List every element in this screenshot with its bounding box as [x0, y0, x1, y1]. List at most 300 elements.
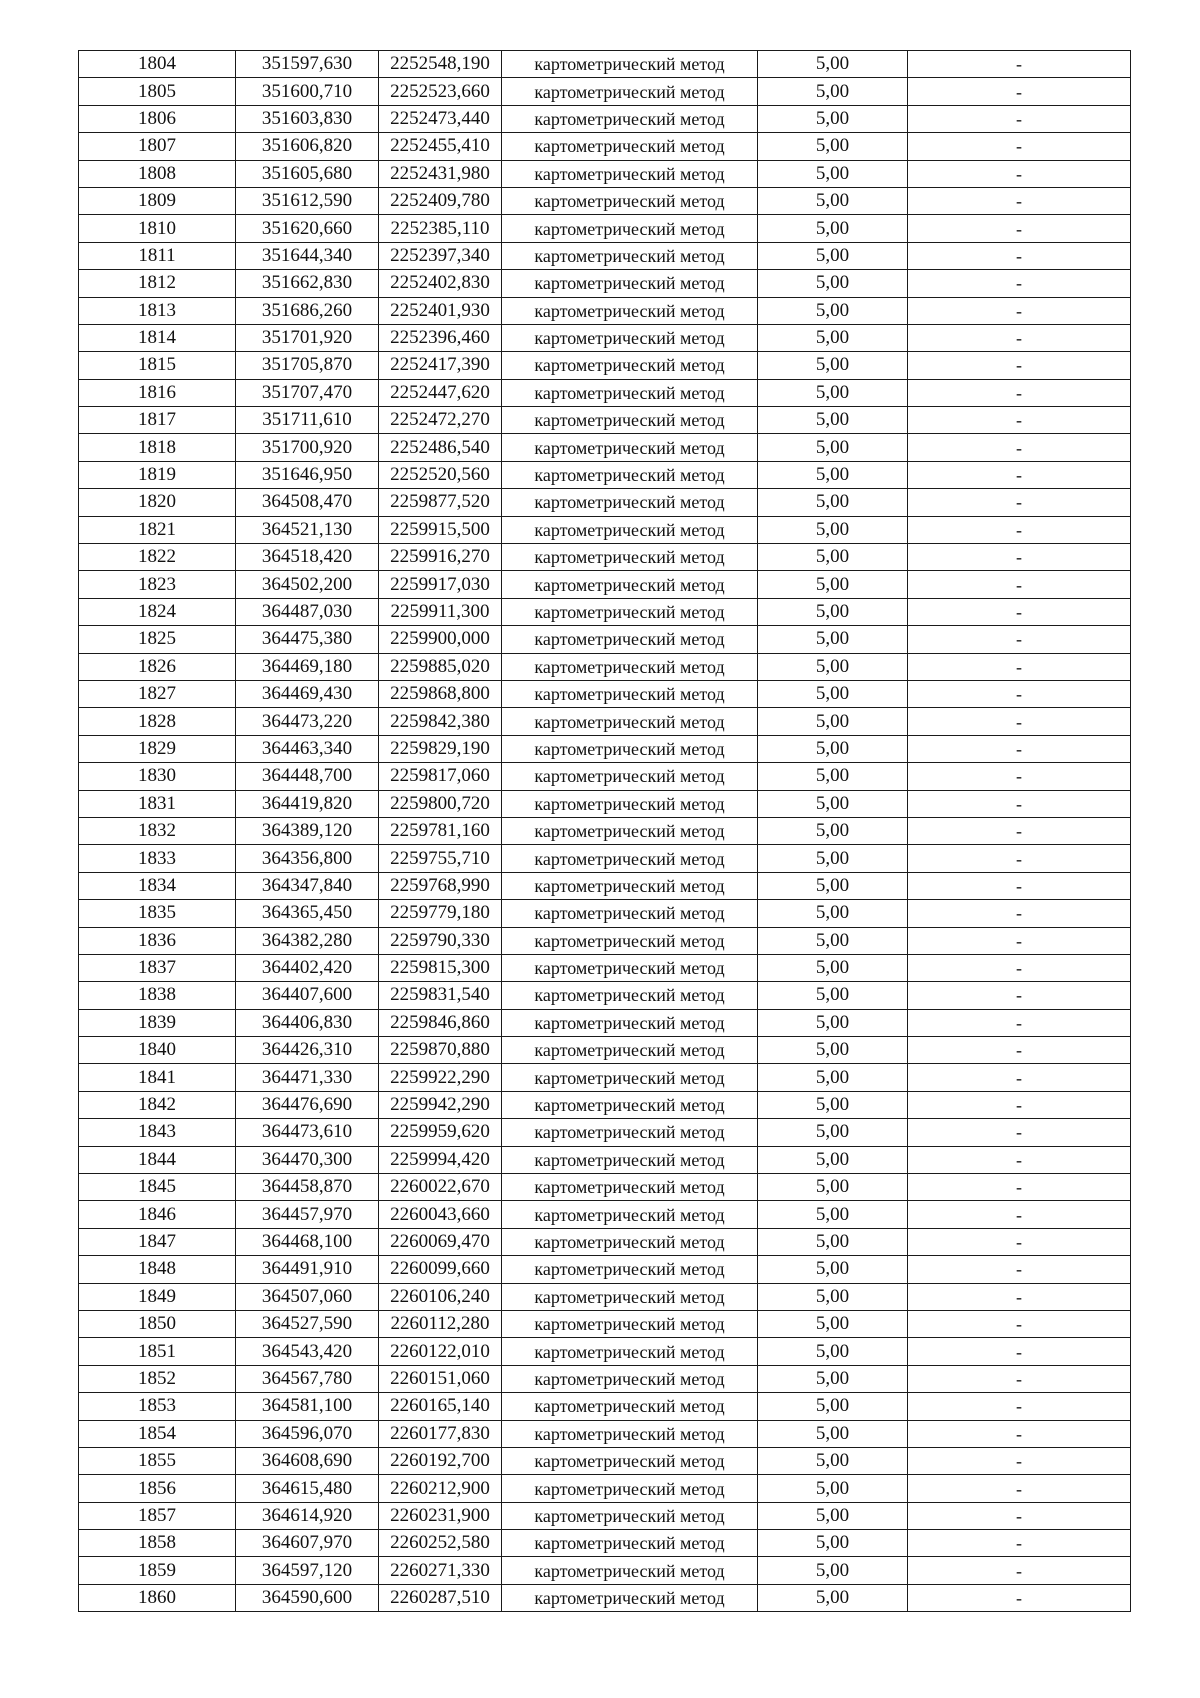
- note-cell: -: [908, 900, 1131, 927]
- note-cell: -: [908, 242, 1131, 269]
- accuracy-cell: 5,00: [758, 105, 908, 132]
- y-coordinate-cell: 2260069,470: [379, 1228, 502, 1255]
- point-number-cell: 1833: [79, 845, 236, 872]
- point-number-cell: 1835: [79, 900, 236, 927]
- y-coordinate-cell: 2259817,060: [379, 763, 502, 790]
- y-coordinate-cell: 2259922,290: [379, 1064, 502, 1091]
- note-cell: -: [908, 1119, 1131, 1146]
- point-number-cell: 1854: [79, 1420, 236, 1447]
- table-row: [79, 1584, 1131, 1611]
- table-row: [79, 900, 1131, 927]
- note-cell: -: [908, 489, 1131, 516]
- note-cell: -: [908, 735, 1131, 762]
- note-cell: -: [908, 352, 1131, 379]
- x-coordinate-cell: 364471,330: [236, 1064, 379, 1091]
- point-number-cell: 1831: [79, 790, 236, 817]
- point-number-cell: 1846: [79, 1201, 236, 1228]
- table-row: [79, 544, 1131, 571]
- note-cell: -: [908, 1338, 1131, 1365]
- method-cell: картометрический метод: [502, 489, 758, 516]
- accuracy-cell: 5,00: [758, 407, 908, 434]
- note-cell: -: [908, 324, 1131, 351]
- x-coordinate-cell: 364502,200: [236, 571, 379, 598]
- method-cell: картометрический метод: [502, 763, 758, 790]
- method-cell: картометрический метод: [502, 51, 758, 78]
- x-coordinate-cell: 351644,340: [236, 242, 379, 269]
- accuracy-cell: 5,00: [758, 1256, 908, 1283]
- y-coordinate-cell: 2259829,190: [379, 735, 502, 762]
- point-number-cell: 1837: [79, 954, 236, 981]
- point-number-cell: 1811: [79, 242, 236, 269]
- table-row: [79, 845, 1131, 872]
- point-number-cell: 1855: [79, 1447, 236, 1474]
- y-coordinate-cell: 2252396,460: [379, 324, 502, 351]
- y-coordinate-cell: 2259868,800: [379, 680, 502, 707]
- x-coordinate-cell: 351600,710: [236, 78, 379, 105]
- accuracy-cell: 5,00: [758, 1228, 908, 1255]
- point-number-cell: 1857: [79, 1502, 236, 1529]
- point-number-cell: 1832: [79, 817, 236, 844]
- accuracy-cell: 5,00: [758, 215, 908, 242]
- y-coordinate-cell: 2260022,670: [379, 1174, 502, 1201]
- method-cell: картометрический метод: [502, 1228, 758, 1255]
- y-coordinate-cell: 2252402,830: [379, 270, 502, 297]
- y-coordinate-cell: 2252472,270: [379, 407, 502, 434]
- x-coordinate-cell: 351605,680: [236, 160, 379, 187]
- table-row: [79, 270, 1131, 297]
- accuracy-cell: 5,00: [758, 297, 908, 324]
- note-cell: -: [908, 817, 1131, 844]
- table-row: [79, 160, 1131, 187]
- x-coordinate-cell: 351707,470: [236, 379, 379, 406]
- y-coordinate-cell: 2260099,660: [379, 1256, 502, 1283]
- note-cell: -: [908, 1365, 1131, 1392]
- accuracy-cell: 5,00: [758, 187, 908, 214]
- point-number-cell: 1840: [79, 1037, 236, 1064]
- x-coordinate-cell: 364487,030: [236, 598, 379, 625]
- note-cell: -: [908, 1447, 1131, 1474]
- method-cell: картометрический метод: [502, 1393, 758, 1420]
- y-coordinate-cell: 2252431,980: [379, 160, 502, 187]
- accuracy-cell: 5,00: [758, 1091, 908, 1118]
- accuracy-cell: 5,00: [758, 954, 908, 981]
- method-cell: картометрический метод: [502, 598, 758, 625]
- x-coordinate-cell: 351701,920: [236, 324, 379, 351]
- x-coordinate-cell: 364382,280: [236, 927, 379, 954]
- y-coordinate-cell: 2252523,660: [379, 78, 502, 105]
- x-coordinate-cell: 364470,300: [236, 1146, 379, 1173]
- method-cell: картометрический метод: [502, 927, 758, 954]
- accuracy-cell: 5,00: [758, 653, 908, 680]
- y-coordinate-cell: 2259877,520: [379, 489, 502, 516]
- method-cell: картометрический метод: [502, 1201, 758, 1228]
- method-cell: картометрический метод: [502, 1502, 758, 1529]
- method-cell: картометрический метод: [502, 187, 758, 214]
- table-row: [79, 571, 1131, 598]
- note-cell: -: [908, 1201, 1131, 1228]
- method-cell: картометрический метод: [502, 516, 758, 543]
- point-number-cell: 1820: [79, 489, 236, 516]
- method-cell: картометрический метод: [502, 1584, 758, 1611]
- accuracy-cell: 5,00: [758, 872, 908, 899]
- y-coordinate-cell: 2252385,110: [379, 215, 502, 242]
- point-number-cell: 1808: [79, 160, 236, 187]
- note-cell: -: [908, 1037, 1131, 1064]
- accuracy-cell: 5,00: [758, 242, 908, 269]
- y-coordinate-cell: 2260192,700: [379, 1447, 502, 1474]
- note-cell: -: [908, 1502, 1131, 1529]
- note-cell: -: [908, 790, 1131, 817]
- point-number-cell: 1839: [79, 1009, 236, 1036]
- y-coordinate-cell: 2260212,900: [379, 1475, 502, 1502]
- accuracy-cell: 5,00: [758, 1064, 908, 1091]
- method-cell: картометрический метод: [502, 78, 758, 105]
- table-row: [79, 626, 1131, 653]
- point-number-cell: 1834: [79, 872, 236, 899]
- y-coordinate-cell: 2259755,710: [379, 845, 502, 872]
- method-cell: картометрический метод: [502, 1338, 758, 1365]
- accuracy-cell: 5,00: [758, 133, 908, 160]
- note-cell: -: [908, 626, 1131, 653]
- method-cell: картометрический метод: [502, 1119, 758, 1146]
- y-coordinate-cell: 2252417,390: [379, 352, 502, 379]
- accuracy-cell: 5,00: [758, 790, 908, 817]
- method-cell: картометрический метод: [502, 270, 758, 297]
- point-number-cell: 1836: [79, 927, 236, 954]
- point-number-cell: 1815: [79, 352, 236, 379]
- y-coordinate-cell: 2259917,030: [379, 571, 502, 598]
- coordinates-table: [78, 50, 1131, 1612]
- note-cell: -: [908, 270, 1131, 297]
- x-coordinate-cell: 364507,060: [236, 1283, 379, 1310]
- table-row: [79, 763, 1131, 790]
- point-number-cell: 1805: [79, 78, 236, 105]
- note-cell: -: [908, 571, 1131, 598]
- point-number-cell: 1823: [79, 571, 236, 598]
- accuracy-cell: 5,00: [758, 1037, 908, 1064]
- y-coordinate-cell: 2252401,930: [379, 297, 502, 324]
- point-number-cell: 1848: [79, 1256, 236, 1283]
- method-cell: картометрический метод: [502, 790, 758, 817]
- method-cell: картометрический метод: [502, 434, 758, 461]
- note-cell: -: [908, 1064, 1131, 1091]
- method-cell: картометрический метод: [502, 817, 758, 844]
- table-row: [79, 1037, 1131, 1064]
- table-row: [79, 1365, 1131, 1392]
- note-cell: -: [908, 1475, 1131, 1502]
- table-row: [79, 516, 1131, 543]
- note-cell: -: [908, 1530, 1131, 1557]
- x-coordinate-cell: 364473,610: [236, 1119, 379, 1146]
- accuracy-cell: 5,00: [758, 1365, 908, 1392]
- note-cell: -: [908, 982, 1131, 1009]
- accuracy-cell: 5,00: [758, 1475, 908, 1502]
- y-coordinate-cell: 2259959,620: [379, 1119, 502, 1146]
- y-coordinate-cell: 2260122,010: [379, 1338, 502, 1365]
- accuracy-cell: 5,00: [758, 763, 908, 790]
- x-coordinate-cell: 351700,920: [236, 434, 379, 461]
- y-coordinate-cell: 2260106,240: [379, 1283, 502, 1310]
- x-coordinate-cell: 364473,220: [236, 708, 379, 735]
- x-coordinate-cell: 364543,420: [236, 1338, 379, 1365]
- method-cell: картометрический метод: [502, 544, 758, 571]
- table-row: [79, 653, 1131, 680]
- table-row: [79, 215, 1131, 242]
- x-coordinate-cell: 364426,310: [236, 1037, 379, 1064]
- accuracy-cell: 5,00: [758, 434, 908, 461]
- x-coordinate-cell: 351662,830: [236, 270, 379, 297]
- y-coordinate-cell: 2260151,060: [379, 1365, 502, 1392]
- x-coordinate-cell: 364365,450: [236, 900, 379, 927]
- table-row: [79, 352, 1131, 379]
- method-cell: картометрический метод: [502, 982, 758, 1009]
- table-row: [79, 817, 1131, 844]
- note-cell: -: [908, 461, 1131, 488]
- method-cell: картометрический метод: [502, 653, 758, 680]
- point-number-cell: 1807: [79, 133, 236, 160]
- table-row: [79, 105, 1131, 132]
- y-coordinate-cell: 2252548,190: [379, 51, 502, 78]
- y-coordinate-cell: 2260043,660: [379, 1201, 502, 1228]
- table-row: [79, 1530, 1131, 1557]
- y-coordinate-cell: 2259915,500: [379, 516, 502, 543]
- note-cell: -: [908, 653, 1131, 680]
- method-cell: картометрический метод: [502, 461, 758, 488]
- accuracy-cell: 5,00: [758, 516, 908, 543]
- table-row: [79, 1256, 1131, 1283]
- note-cell: -: [908, 845, 1131, 872]
- table-row: [79, 434, 1131, 461]
- table-row: [79, 735, 1131, 762]
- note-cell: -: [908, 1557, 1131, 1584]
- table-row: [79, 1174, 1131, 1201]
- y-coordinate-cell: 2259846,860: [379, 1009, 502, 1036]
- accuracy-cell: 5,00: [758, 1174, 908, 1201]
- y-coordinate-cell: 2252447,620: [379, 379, 502, 406]
- point-number-cell: 1824: [79, 598, 236, 625]
- x-coordinate-cell: 364581,100: [236, 1393, 379, 1420]
- x-coordinate-cell: 364457,970: [236, 1201, 379, 1228]
- accuracy-cell: 5,00: [758, 598, 908, 625]
- table-row: [79, 133, 1131, 160]
- x-coordinate-cell: 351686,260: [236, 297, 379, 324]
- x-coordinate-cell: 364389,120: [236, 817, 379, 844]
- y-coordinate-cell: 2259900,000: [379, 626, 502, 653]
- method-cell: картометрический метод: [502, 1530, 758, 1557]
- method-cell: картометрический метод: [502, 626, 758, 653]
- table-row: [79, 407, 1131, 434]
- table-row: [79, 1228, 1131, 1255]
- method-cell: картометрический метод: [502, 1365, 758, 1392]
- point-number-cell: 1847: [79, 1228, 236, 1255]
- y-coordinate-cell: 2252473,440: [379, 105, 502, 132]
- accuracy-cell: 5,00: [758, 680, 908, 707]
- y-coordinate-cell: 2260177,830: [379, 1420, 502, 1447]
- table-row: [79, 324, 1131, 351]
- y-coordinate-cell: 2259994,420: [379, 1146, 502, 1173]
- note-cell: -: [908, 544, 1131, 571]
- point-number-cell: 1860: [79, 1584, 236, 1611]
- method-cell: картометрический метод: [502, 1009, 758, 1036]
- y-coordinate-cell: 2260271,330: [379, 1557, 502, 1584]
- x-coordinate-cell: 364419,820: [236, 790, 379, 817]
- note-cell: -: [908, 763, 1131, 790]
- note-cell: -: [908, 516, 1131, 543]
- method-cell: картометрический метод: [502, 297, 758, 324]
- note-cell: -: [908, 1420, 1131, 1447]
- accuracy-cell: 5,00: [758, 708, 908, 735]
- note-cell: -: [908, 872, 1131, 899]
- table-row: [79, 1420, 1131, 1447]
- note-cell: -: [908, 51, 1131, 78]
- table-row: [79, 1447, 1131, 1474]
- method-cell: картометрический метод: [502, 1037, 758, 1064]
- method-cell: картометрический метод: [502, 735, 758, 762]
- point-number-cell: 1819: [79, 461, 236, 488]
- accuracy-cell: 5,00: [758, 1283, 908, 1310]
- point-number-cell: 1827: [79, 680, 236, 707]
- table-row: [79, 1475, 1131, 1502]
- note-cell: -: [908, 187, 1131, 214]
- y-coordinate-cell: 2260252,580: [379, 1530, 502, 1557]
- method-cell: картометрический метод: [502, 1091, 758, 1118]
- point-number-cell: 1858: [79, 1530, 236, 1557]
- x-coordinate-cell: 364596,070: [236, 1420, 379, 1447]
- note-cell: -: [908, 1283, 1131, 1310]
- x-coordinate-cell: 364469,180: [236, 653, 379, 680]
- note-cell: -: [908, 1256, 1131, 1283]
- method-cell: картометрический метод: [502, 1557, 758, 1584]
- y-coordinate-cell: 2259800,720: [379, 790, 502, 817]
- y-coordinate-cell: 2260112,280: [379, 1310, 502, 1337]
- table-row: [79, 708, 1131, 735]
- accuracy-cell: 5,00: [758, 626, 908, 653]
- note-cell: -: [908, 133, 1131, 160]
- y-coordinate-cell: 2259842,380: [379, 708, 502, 735]
- table-row: [79, 1393, 1131, 1420]
- note-cell: -: [908, 105, 1131, 132]
- table-row: [79, 1338, 1131, 1365]
- point-number-cell: 1850: [79, 1310, 236, 1337]
- method-cell: картометрический метод: [502, 1174, 758, 1201]
- point-number-cell: 1822: [79, 544, 236, 571]
- accuracy-cell: 5,00: [758, 1146, 908, 1173]
- point-number-cell: 1830: [79, 763, 236, 790]
- coordinates-table-body: [79, 51, 1131, 1612]
- note-cell: -: [908, 297, 1131, 324]
- point-number-cell: 1826: [79, 653, 236, 680]
- x-coordinate-cell: 364491,910: [236, 1256, 379, 1283]
- y-coordinate-cell: 2259885,020: [379, 653, 502, 680]
- note-cell: -: [908, 708, 1131, 735]
- note-cell: -: [908, 160, 1131, 187]
- point-number-cell: 1844: [79, 1146, 236, 1173]
- table-row: [79, 1009, 1131, 1036]
- accuracy-cell: 5,00: [758, 1557, 908, 1584]
- method-cell: картометрический метод: [502, 872, 758, 899]
- x-coordinate-cell: 364607,970: [236, 1530, 379, 1557]
- table-row: [79, 982, 1131, 1009]
- point-number-cell: 1818: [79, 434, 236, 461]
- x-coordinate-cell: 364463,340: [236, 735, 379, 762]
- x-coordinate-cell: 364521,130: [236, 516, 379, 543]
- table-row: [79, 1310, 1131, 1337]
- method-cell: картометрический метод: [502, 242, 758, 269]
- point-number-cell: 1814: [79, 324, 236, 351]
- table-row: [79, 954, 1131, 981]
- method-cell: картометрический метод: [502, 1146, 758, 1173]
- method-cell: картометрический метод: [502, 571, 758, 598]
- accuracy-cell: 5,00: [758, 1009, 908, 1036]
- x-coordinate-cell: 364518,420: [236, 544, 379, 571]
- y-coordinate-cell: 2259768,990: [379, 872, 502, 899]
- method-cell: картометрический метод: [502, 215, 758, 242]
- y-coordinate-cell: 2259815,300: [379, 954, 502, 981]
- x-coordinate-cell: 364608,690: [236, 1447, 379, 1474]
- x-coordinate-cell: 364469,430: [236, 680, 379, 707]
- table-row: [79, 1064, 1131, 1091]
- table-row: [79, 1283, 1131, 1310]
- accuracy-cell: 5,00: [758, 1310, 908, 1337]
- y-coordinate-cell: 2252455,410: [379, 133, 502, 160]
- note-cell: -: [908, 1310, 1131, 1337]
- y-coordinate-cell: 2252520,560: [379, 461, 502, 488]
- method-cell: картометрический метод: [502, 133, 758, 160]
- point-number-cell: 1841: [79, 1064, 236, 1091]
- table-row: [79, 598, 1131, 625]
- x-coordinate-cell: 364475,380: [236, 626, 379, 653]
- accuracy-cell: 5,00: [758, 1584, 908, 1611]
- accuracy-cell: 5,00: [758, 1447, 908, 1474]
- accuracy-cell: 5,00: [758, 845, 908, 872]
- x-coordinate-cell: 351711,610: [236, 407, 379, 434]
- table-row: [79, 1557, 1131, 1584]
- note-cell: -: [908, 1584, 1131, 1611]
- table-row: [79, 78, 1131, 105]
- table-row: [79, 872, 1131, 899]
- x-coordinate-cell: 351603,830: [236, 105, 379, 132]
- table-row: [79, 51, 1131, 78]
- method-cell: картометрический метод: [502, 680, 758, 707]
- x-coordinate-cell: 364406,830: [236, 1009, 379, 1036]
- point-number-cell: 1813: [79, 297, 236, 324]
- accuracy-cell: 5,00: [758, 1530, 908, 1557]
- x-coordinate-cell: 351597,630: [236, 51, 379, 78]
- method-cell: картометрический метод: [502, 160, 758, 187]
- point-number-cell: 1804: [79, 51, 236, 78]
- x-coordinate-cell: 364527,590: [236, 1310, 379, 1337]
- accuracy-cell: 5,00: [758, 379, 908, 406]
- x-coordinate-cell: 351646,950: [236, 461, 379, 488]
- y-coordinate-cell: 2259781,160: [379, 817, 502, 844]
- table-row: [79, 1502, 1131, 1529]
- accuracy-cell: 5,00: [758, 1201, 908, 1228]
- point-number-cell: 1810: [79, 215, 236, 242]
- accuracy-cell: 5,00: [758, 78, 908, 105]
- accuracy-cell: 5,00: [758, 1420, 908, 1447]
- accuracy-cell: 5,00: [758, 817, 908, 844]
- method-cell: картометрический метод: [502, 379, 758, 406]
- method-cell: картометрический метод: [502, 352, 758, 379]
- accuracy-cell: 5,00: [758, 735, 908, 762]
- note-cell: -: [908, 379, 1131, 406]
- x-coordinate-cell: 364567,780: [236, 1365, 379, 1392]
- method-cell: картометрический метод: [502, 1256, 758, 1283]
- point-number-cell: 1817: [79, 407, 236, 434]
- x-coordinate-cell: 364615,480: [236, 1475, 379, 1502]
- table-row: [79, 187, 1131, 214]
- x-coordinate-cell: 364597,120: [236, 1557, 379, 1584]
